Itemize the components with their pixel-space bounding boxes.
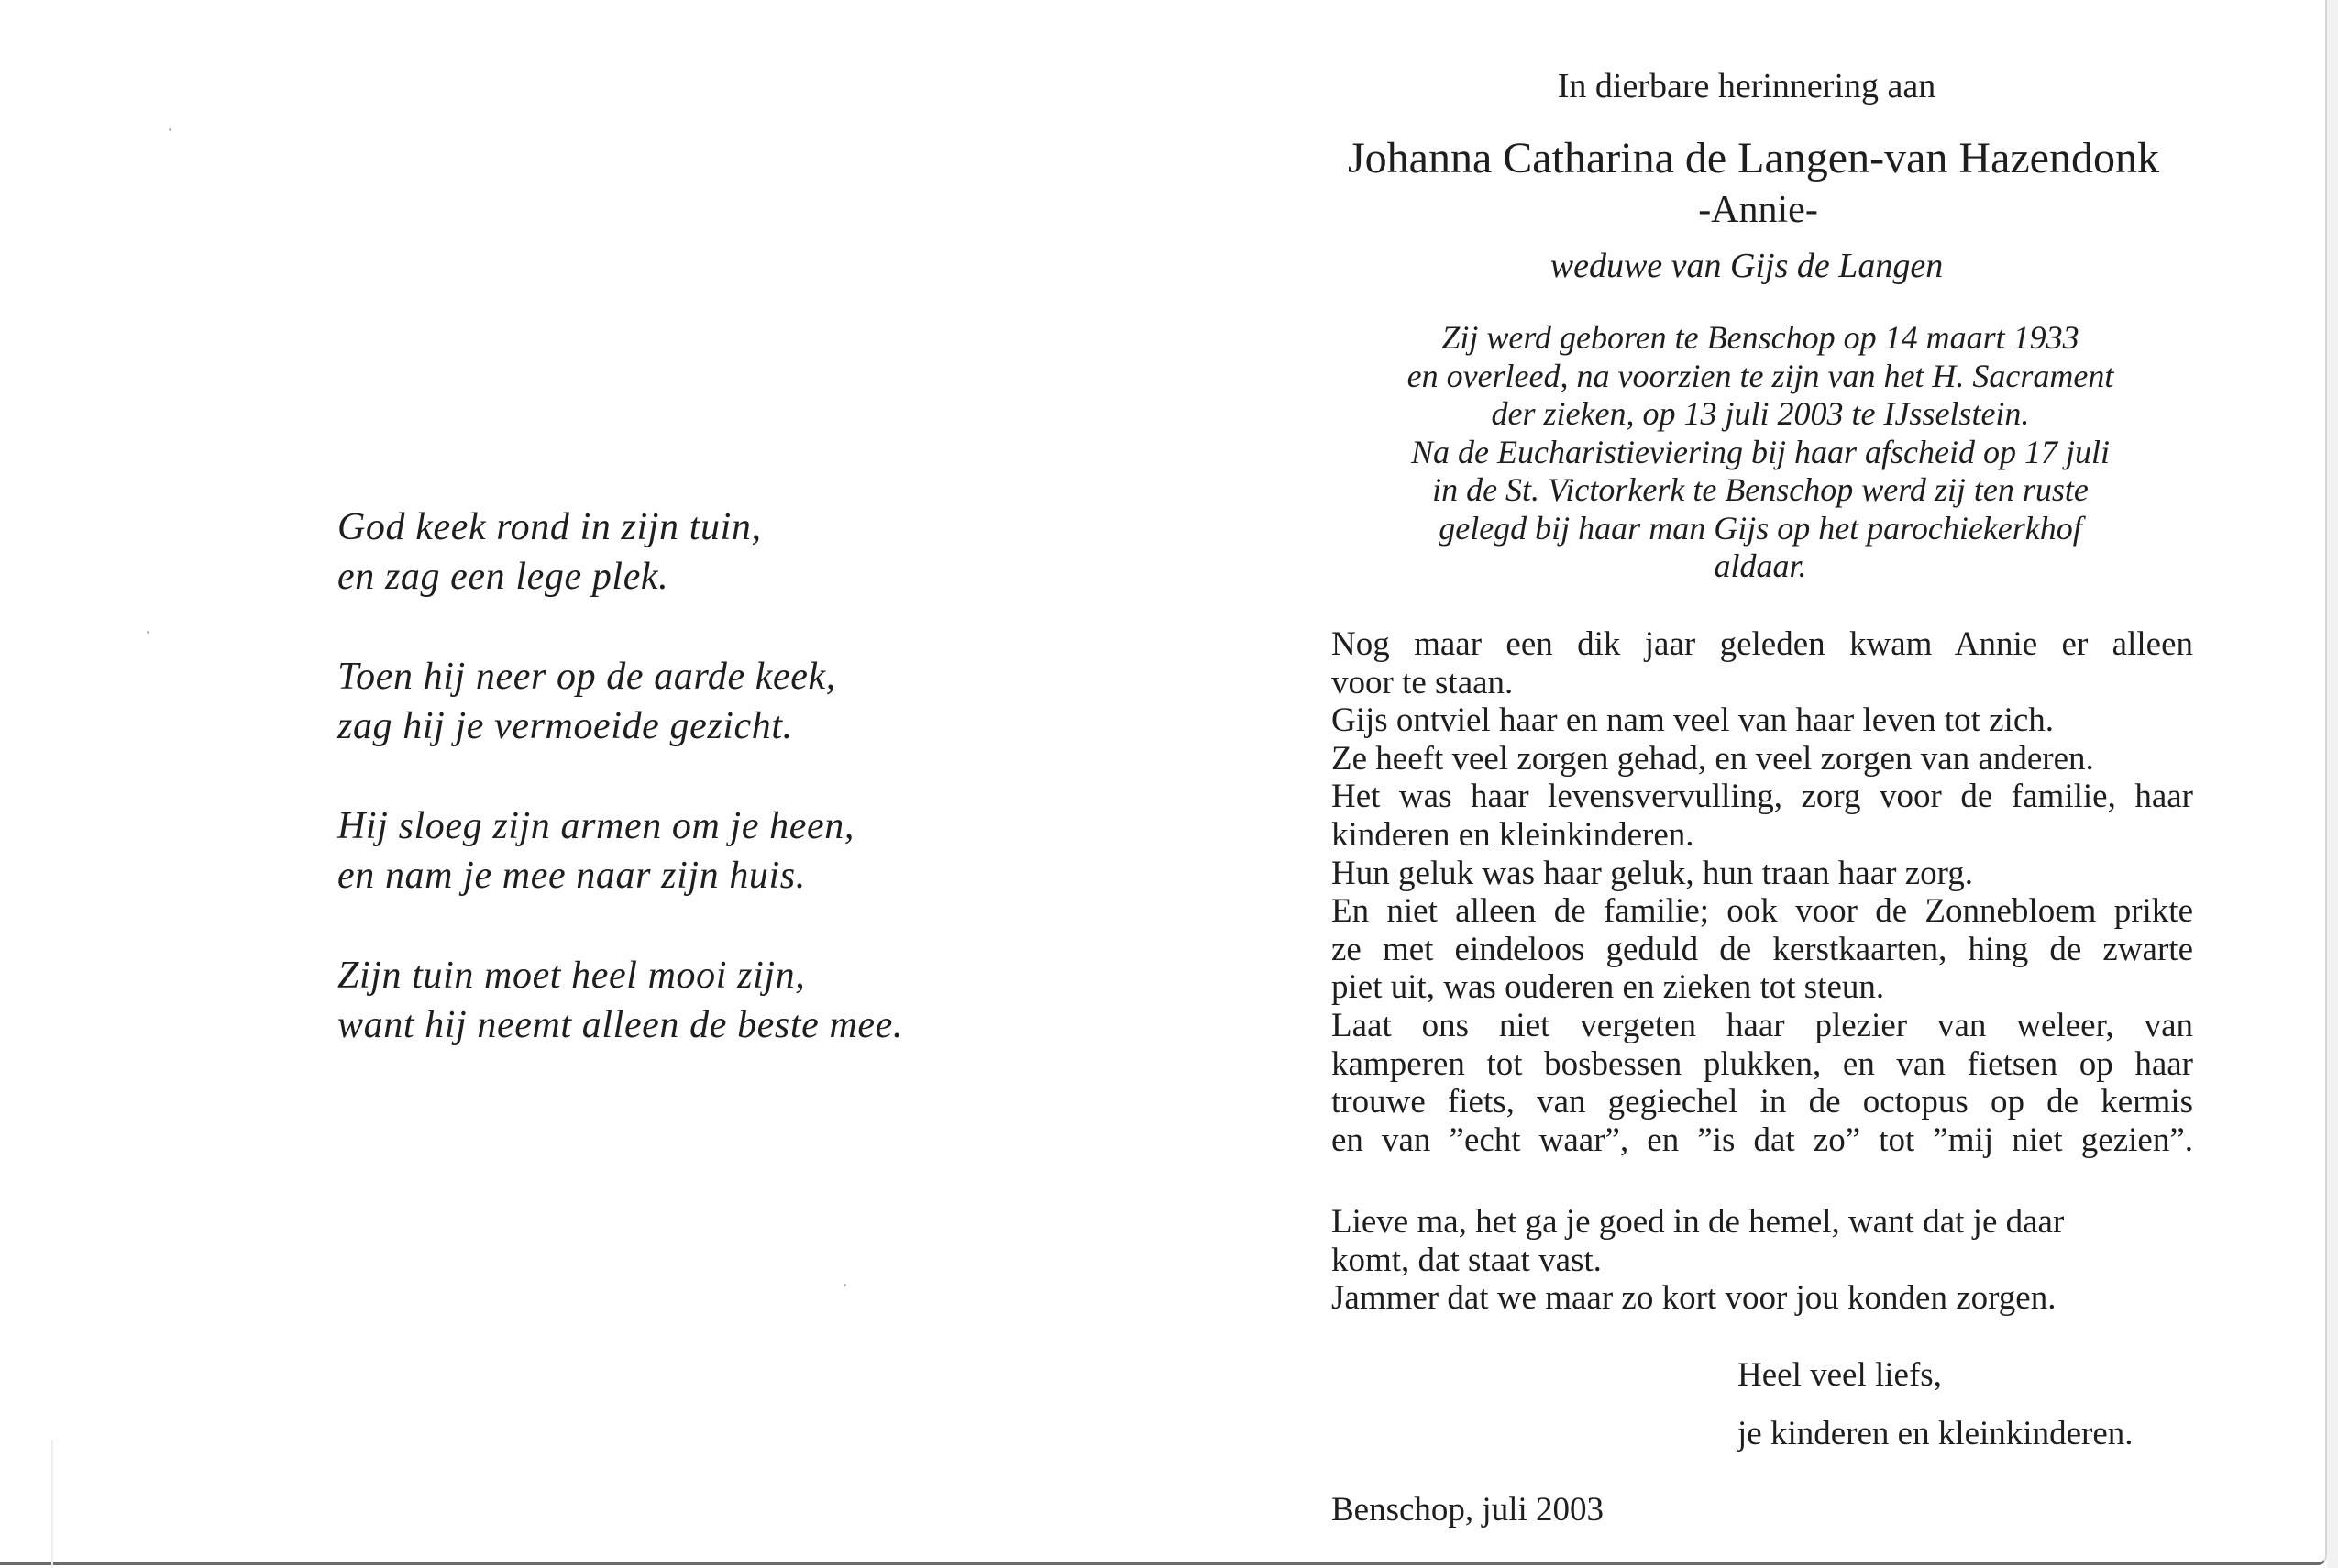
tribute-line: kamperen tot bosbessen plukken, en van fietsen op haar (1331, 1044, 2193, 1083)
signature-family: je kinderen en kleinkinderen. (1737, 1415, 2134, 1452)
tribute-line: En niet alleen de familie; ook voor de Zonnebloem prikte (1331, 892, 2193, 931)
poem (337, 502, 998, 1100)
bio-line: der zieken, op 13 juli 2003 te IJsselstein. (1491, 395, 2030, 432)
deceased-name: Johanna Catharina de Langen-van Hazendonk (1348, 134, 2159, 182)
tribute-line: Nog maar een dik jaar geleden kwam Annie er alleen (1331, 625, 2193, 663)
tribute-line: Laat ons niet vergeten haar plezier van weleer, van (1331, 1006, 2193, 1044)
poem-line: Toen hij neer op de aarde keek, (337, 656, 836, 698)
poem-line: en nam je mee naar zijn huis. (337, 855, 806, 897)
poem-line: zag hij je vermoeide gezicht. (337, 705, 793, 747)
bio-line: en overleed, na voorzien te zijn van het H. Sacrament (1406, 357, 2114, 394)
paper-speck (844, 1284, 846, 1286)
widow-of-line: weduwe van Gijs de Langen (1549, 247, 1944, 285)
bio-line: Na de Eucharistieviering bij haar afscheid op 17 juli (1411, 433, 2110, 470)
tribute-line: Het was haar levensvervulling, zorg voor de familie, haar (1331, 778, 2193, 816)
bio-line: gelegd bij haar man Gijs op het parochiekerkhof (1439, 509, 2082, 547)
paper-speck (169, 128, 171, 131)
tribute-line: ze met eindeloos geduld de kerstkaarten, hing de zwarte (1331, 930, 2193, 968)
poem-stanza (337, 801, 998, 900)
poem-stanza (337, 502, 998, 602)
bio-line: Zij werd geboren te Benschop op 14 maart 1933 (1441, 319, 2079, 356)
closing-line: Lieve ma, het ga je goed in de hemel, want dat je daar (1331, 1203, 2065, 1241)
poem-line: want hij neemt alleen de beste mee. (337, 1004, 903, 1046)
closing-line: komt, dat staat vast. (1331, 1241, 1602, 1279)
biography (1320, 319, 2200, 586)
poem-line: God keek rond in zijn tuin, (337, 506, 762, 548)
closing-text (1331, 1203, 2193, 1318)
tribute-line: voor te staan. (1331, 663, 1514, 701)
tribute-line: Gijs ontviel haar en nam veel van haar leven tot zich. (1331, 701, 2055, 740)
poem-stanza (337, 652, 998, 751)
signature-greeting: Heel veel liefs, (1737, 1356, 1942, 1394)
tribute-text (1331, 625, 2193, 1159)
poem-stanza (337, 951, 998, 1050)
deceased-nickname: -Annie- (1698, 189, 1818, 231)
tribute-line: piet uit, was ouderen en zieken tot steun. (1331, 968, 1885, 1007)
tribute-line: en van ”echt waar”, en ”is dat zo” tot ”mij niet gezien”. (1331, 1121, 2193, 1159)
bio-line: aldaar. (1714, 547, 1807, 584)
tribute-line: Hun geluk was haar geluk, hun traan haar zorg. (1331, 854, 1974, 892)
poem-line: en zag een lege plek. (337, 556, 669, 598)
tribute-line: trouwe fiets, van gegiechel in de octopus op de kermis (1331, 1083, 2193, 1121)
closing-line: Jammer dat we maar zo kort voor jou konden zorgen. (1331, 1279, 2057, 1318)
bio-line: in de St. Victorkerk te Benschop werd zij ten ruste (1432, 471, 2089, 508)
tribute-line: kinderen en kleinkinderen. (1331, 815, 1694, 854)
tribute-line: Ze heeft veel zorgen gehad, en veel zorgen van anderen. (1331, 739, 2094, 778)
card-edge-shadow (2327, 0, 2338, 1568)
poem-line: Zijn tuin moet heel mooi zijn, (337, 955, 806, 997)
poem-line: Hij sloeg zijn armen om je heen, (337, 805, 855, 847)
scan-fold-line (51, 1440, 53, 1568)
place-date: Benschop, juli 2003 (1331, 1491, 1605, 1529)
paper-speck (147, 631, 149, 634)
memorial-intro: In dierbare herinnering aan (1557, 67, 1936, 105)
